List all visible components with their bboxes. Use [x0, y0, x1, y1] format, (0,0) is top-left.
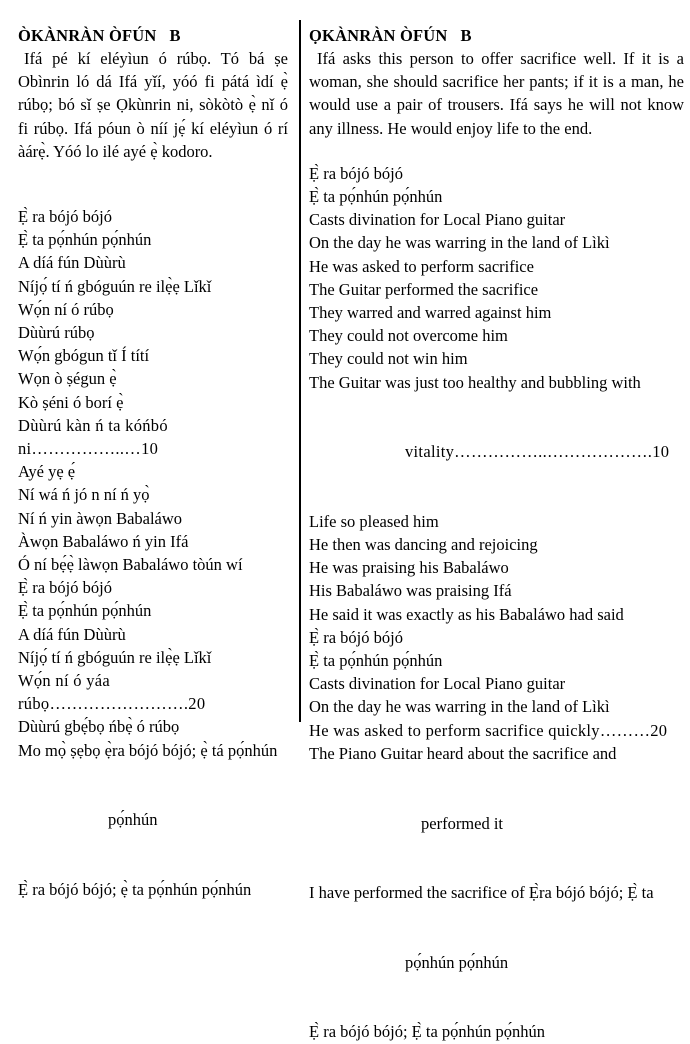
- verse-line: The Piano Guitar heard about the sacrifice and: [309, 743, 617, 763]
- verse-line: A díá fún Dùùrù: [18, 253, 126, 273]
- verse-line: They could not overcome him: [309, 326, 508, 346]
- verse-line: He was asked to perform sacrifice: [309, 256, 534, 276]
- verse-line: Ẹ̀ ra bójó bójó; Ẹ̀ ta pọ́nhún pọ́nhún: [309, 1022, 546, 1042]
- verse-continuation-text: vitality……………..……………….10: [405, 442, 670, 462]
- verse-line: Dùùrú rúbọ: [18, 323, 95, 343]
- verse-line: They could not win him: [309, 349, 468, 369]
- verse-line: Àwọn Babaláwo ń yin Ifá: [18, 531, 189, 551]
- verse-line: He was praising his Babaláwo: [309, 558, 509, 578]
- verse-line-continuation: [18, 762, 288, 878]
- verse-line: Ẹ̀ ta pọ́nhún pọ́nhún: [18, 601, 152, 621]
- verse-line: Níjọ́ tí ń gbóguún re ilẹ̀ẹ Lǐkǐ: [18, 647, 212, 667]
- verse-line-continuation: [309, 765, 684, 881]
- verse-line: Ẹ̀ ra bójó bójó: [18, 207, 112, 227]
- verse-continuation-text: performed it: [421, 813, 504, 833]
- verse-line: Wọn ò ṣégun ẹ̀: [18, 369, 117, 389]
- verse-line: They warred and warred against him: [309, 303, 552, 323]
- verse-line-numbered-20: Wọ́n ní ó yáa rúbọ…………………….20: [18, 671, 206, 714]
- column-divider-rule: [299, 20, 301, 722]
- verse-line: The Guitar was just too healthy and bubbling with: [309, 372, 641, 392]
- verse-line: He then was dancing and rejoicing: [309, 535, 538, 555]
- verse-line: Ẹ̀ ra bójó bójó: [309, 163, 403, 183]
- verse-line: His Babaláwo was praising Ifá: [309, 581, 512, 601]
- verse-line: He said it was exactly as his Babaláwo had said: [309, 604, 624, 624]
- verse-line: Casts divination for Local Piano guitar: [309, 674, 566, 694]
- verse-line-continuation-numbered-10: [309, 394, 684, 510]
- verse-line: Ẹ̀ ra bójó bójó: [18, 578, 112, 598]
- right-column-heading: ỌKÀNRÀN ÒFÚN B: [309, 26, 472, 45]
- verse-continuation-text: pọ́nhún: [108, 810, 158, 830]
- verse-line: Ní ń yin àwọn Babaláwo: [18, 508, 183, 528]
- right-column-verse-list: [309, 162, 684, 1044]
- verse-line: Ẹ̀ ta pọ́nhún pọ́nhún: [18, 230, 152, 250]
- right-column-english: [305, 0, 690, 1044]
- verse-line-numbered-10: Dùùrú kàn ń ta kóńbó ni……………..…10: [18, 415, 173, 459]
- verse-line: Ó ní bẹ́ẹ̀ làwọn Babaláwo tòún wí: [18, 555, 243, 575]
- verse-line: Ayé yẹ ẹ́: [18, 462, 76, 482]
- verse-line: Mo mọ̀ ṣẹbọ ẹ̀ra bójó bójó; ẹ̀ tá pọ́nhún: [18, 740, 278, 760]
- verse-line: Ẹ̀ ra bójó bójó; ẹ̀ ta pọ́nhún pọ́nhún: [18, 879, 252, 899]
- verse-line: Ẹ̀ ta pọ́nhún pọ́nhún: [309, 651, 443, 671]
- verse-line: Ní wá ń jó n ní ń yọ̀: [18, 485, 150, 505]
- verse-line: Life so pleased him: [309, 511, 439, 531]
- left-column-heading: ÒKÀNRÀN ÒFÚN B: [18, 26, 181, 45]
- left-column-verse-list: [18, 205, 288, 901]
- verse-line: A díá fún Dùùrù: [18, 624, 126, 644]
- verse-line: Dùùrú gbẹ́bọ ńbẹ̀ ó rúbọ: [18, 717, 180, 737]
- verse-line: On the day he was warring in the land of Lìkì: [309, 233, 610, 253]
- right-column-prose: Ifá asks this person to offer sacrifice well. If it is a woman, she should sacrifice her pants; if it is a man, he would use a pair of trousers. Ifá says he will not know any illness. He would enjoy life to the end.: [309, 49, 684, 138]
- verse-line: Ẹ̀ ra bójó bójó: [309, 627, 403, 647]
- verse-continuation-text: pọ́nhún pọ́nhún: [405, 952, 509, 972]
- verse-line: Wọ́n ní ó rúbọ: [18, 299, 114, 319]
- verse-line: I have performed the sacrifice of Ẹ̀ra bójó bójó; Ẹ̀ ta: [309, 883, 654, 903]
- verse-line: Kò ṣéni ó borí ẹ̀: [18, 392, 124, 412]
- verse-line: Ẹ̀ ta pọ́nhún pọ́nhún: [309, 187, 443, 207]
- verse-line: Wọ́n gbógun tǐ Í títí: [18, 346, 150, 366]
- left-column-spacer: [18, 163, 288, 205]
- verse-line: The Guitar performed the sacrifice: [309, 279, 539, 299]
- verse-line: On the day he was warring in the land of Lìkì: [309, 697, 610, 717]
- left-column-prose: Ifá pé kí eléyìun ó rúbọ. Tó bá ṣe Obìnrin ló dá Ifá yǐí, yóó fi pátá ìdí ẹ̀ rúbọ; bó sǐ ṣe Ọkùnrin ni, sòkòtò ẹ̀ nǐ ó fi rúbọ. Ifá póun ò níí jẹ́ kí eléyìun ó rí àárẹ̀. Yóó lo ilé ayé ẹ̀ kodoro.: [18, 49, 288, 161]
- verse-line: Níjọ́ tí ń gbóguún re ilẹ̀ẹ Lǐkǐ: [18, 276, 212, 296]
- left-column-yoruba: [0, 0, 296, 901]
- verse-line-continuation: [309, 904, 684, 1020]
- verse-line-numbered-20: He was asked to perform sacrifice quickly………20: [309, 720, 668, 740]
- right-column-spacer: [309, 140, 684, 162]
- verse-line: Casts divination for Local Piano guitar: [309, 210, 566, 230]
